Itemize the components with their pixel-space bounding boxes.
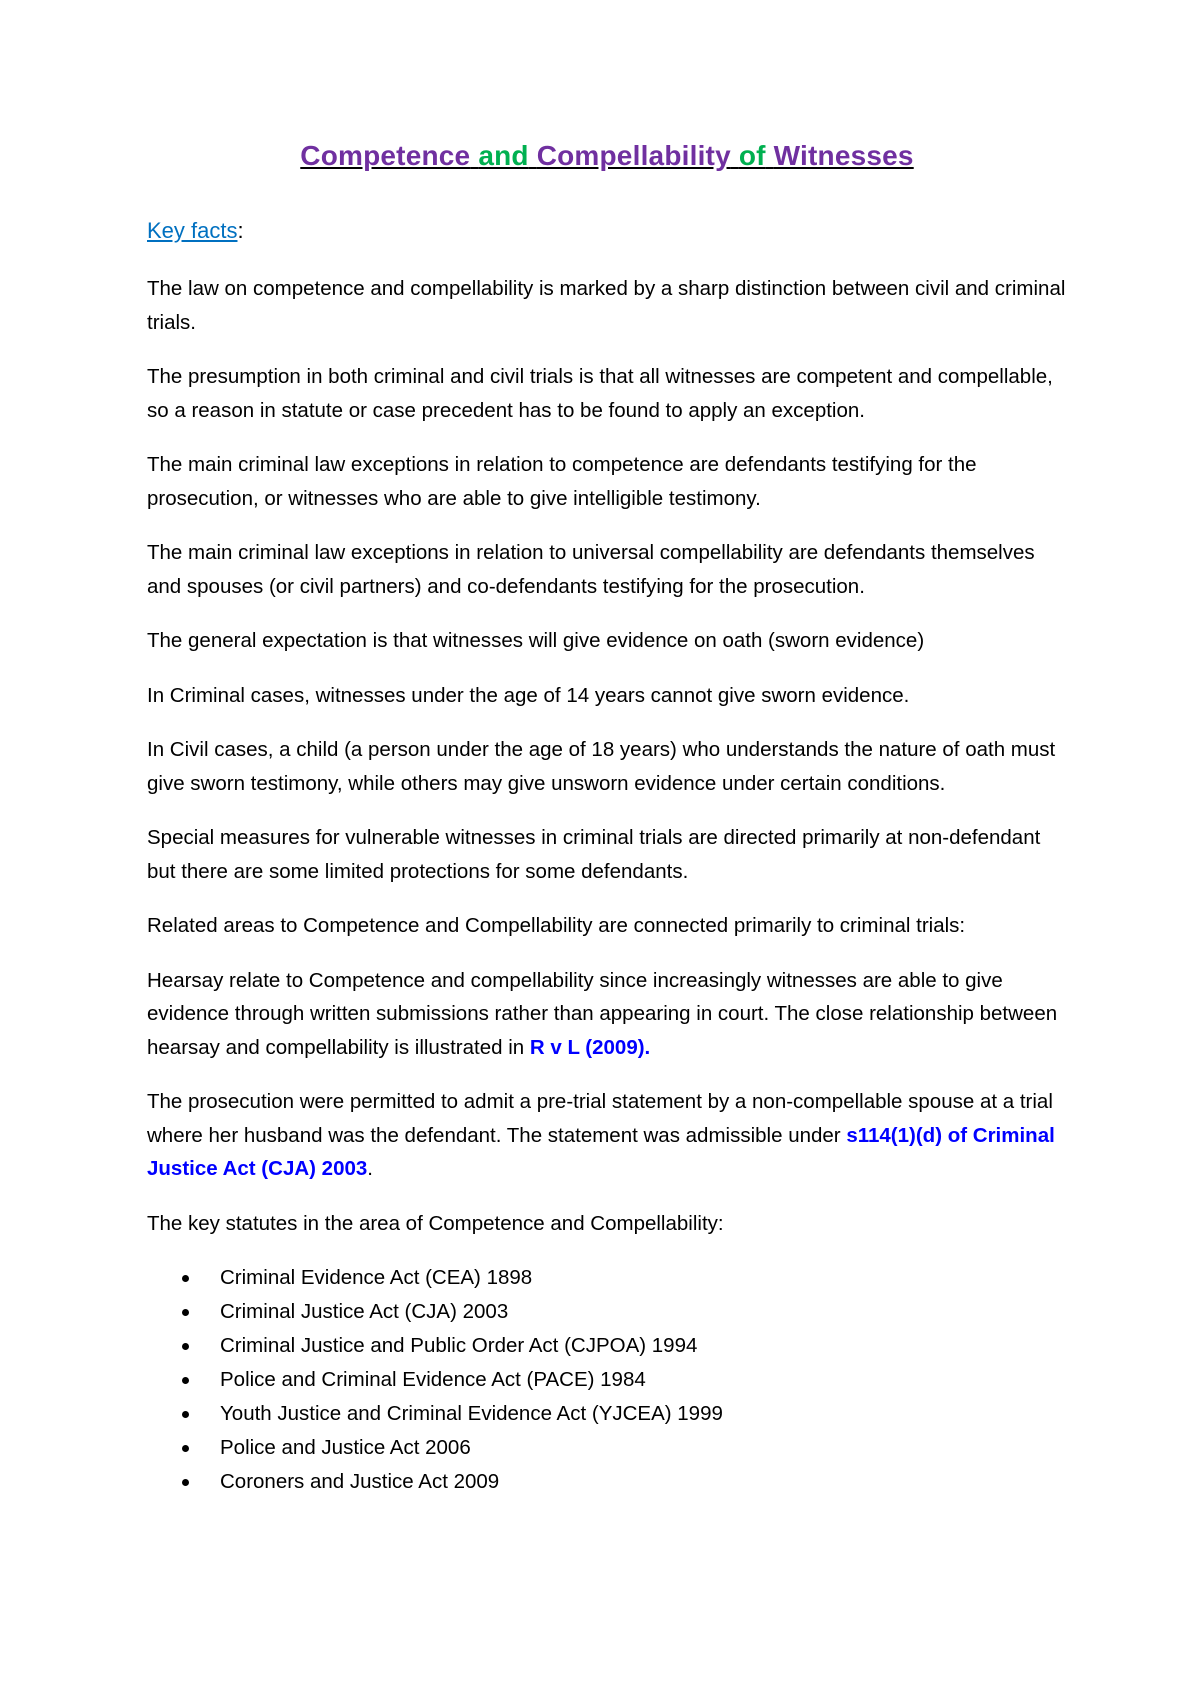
key-facts-colon: : bbox=[237, 218, 244, 243]
document-title bbox=[147, 140, 1067, 172]
list-item bbox=[147, 1261, 1067, 1295]
paragraph-9: Related areas to Competence and Compellability are connected primarily to criminal trials: bbox=[147, 914, 966, 937]
paragraph-11-end: . bbox=[367, 1157, 373, 1180]
statute-label: Coroners and Justice Act 2009 bbox=[220, 1470, 500, 1493]
paragraph-10 bbox=[147, 964, 1067, 1065]
paragraph-3: The main criminal law exceptions in relation to competence are defendants testifying for the prosecution, or witnesses who are able to give intelligible testimony. bbox=[147, 453, 977, 510]
statutes-list bbox=[147, 1261, 1067, 1499]
bullet-icon bbox=[182, 1377, 189, 1384]
paragraph-11-text: The prosecution were permitted to admit a pre-trial statement by a non-compellable spouse at a trial where her husband was the defendant. The statement was admissible under bbox=[147, 1090, 1053, 1147]
bullet-icon bbox=[182, 1275, 189, 1282]
paragraph-7: In Civil cases, a child (a person under the age of 18 years) who understands the nature of oath must give sworn testimony, while others may give unsworn evidence under certain conditions. bbox=[147, 738, 1056, 795]
paragraph-5: The general expectation is that witnesses will give evidence on oath (sworn evidence) bbox=[147, 629, 925, 652]
statute-label: Criminal Justice and Public Order Act (CJPOA) 1994 bbox=[220, 1334, 698, 1357]
paragraph-12: The key statutes in the area of Competence and Compellability: bbox=[147, 1211, 724, 1235]
document-page bbox=[147, 140, 1067, 1499]
key-facts-heading bbox=[147, 216, 1067, 246]
title-word-and: and bbox=[478, 140, 529, 171]
list-item bbox=[147, 1397, 1067, 1431]
bullet-icon bbox=[182, 1343, 189, 1350]
paragraph-1: The law on competence and compellability is marked by a sharp distinction between civil and criminal trials. bbox=[147, 277, 1066, 334]
title-word-of: of bbox=[738, 140, 766, 171]
bullet-icon bbox=[182, 1445, 189, 1452]
case-reference-r-v-l: R v L (2009). bbox=[529, 1035, 651, 1059]
bullet-icon bbox=[182, 1479, 189, 1486]
title-word-witnesses: Witnesses bbox=[773, 140, 914, 171]
list-item bbox=[147, 1329, 1067, 1363]
key-facts-label: Key facts bbox=[147, 218, 238, 243]
bullet-icon bbox=[182, 1309, 189, 1316]
statute-label: Criminal Justice Act (CJA) 2003 bbox=[220, 1300, 509, 1323]
statute-reference-s114: s114(1)(d) of Criminal Justice Act (CJA) 2003 bbox=[147, 1123, 1055, 1180]
paragraph-11 bbox=[147, 1085, 1067, 1186]
bullet-icon bbox=[182, 1411, 189, 1418]
statute-label: Police and Justice Act 2006 bbox=[220, 1436, 471, 1459]
statute-label: Criminal Evidence Act (CEA) 1898 bbox=[220, 1266, 533, 1289]
paragraph-4: The main criminal law exceptions in relation to universal compellability are defendants themselves and spouses (or civil partners) and co-defendants testifying for the prosecution. bbox=[147, 541, 1035, 598]
statute-label: Youth Justice and Criminal Evidence Act (YJCEA) 1999 bbox=[220, 1402, 723, 1425]
list-item bbox=[147, 1465, 1067, 1499]
list-item bbox=[147, 1295, 1067, 1329]
title-word-compellability: Compellability bbox=[536, 140, 731, 171]
paragraph-6: In Criminal cases, witnesses under the age of 14 years cannot give sworn evidence. bbox=[147, 683, 910, 707]
paragraph-8: Special measures for vulnerable witnesses in criminal trials are directed primarily at non-defendant but there are some limited protections for some defendants. bbox=[147, 826, 1041, 883]
statute-label: Police and Criminal Evidence Act (PACE) 1984 bbox=[220, 1368, 646, 1391]
paragraph-10-text: Hearsay relate to Competence and compellability since increasingly witnesses are able to give evidence through written submissions rather than appearing in court. The close relationship between hearsay and compellability is illustrated in bbox=[147, 968, 1058, 1059]
list-item bbox=[147, 1363, 1067, 1397]
list-item bbox=[147, 1431, 1067, 1465]
title-word-competence: Competence bbox=[300, 140, 471, 171]
paragraph-2: The presumption in both criminal and civil trials is that all witnesses are competent and compellable, so a reason in statute or case precedent has to be found to apply an exception. bbox=[147, 365, 1053, 422]
